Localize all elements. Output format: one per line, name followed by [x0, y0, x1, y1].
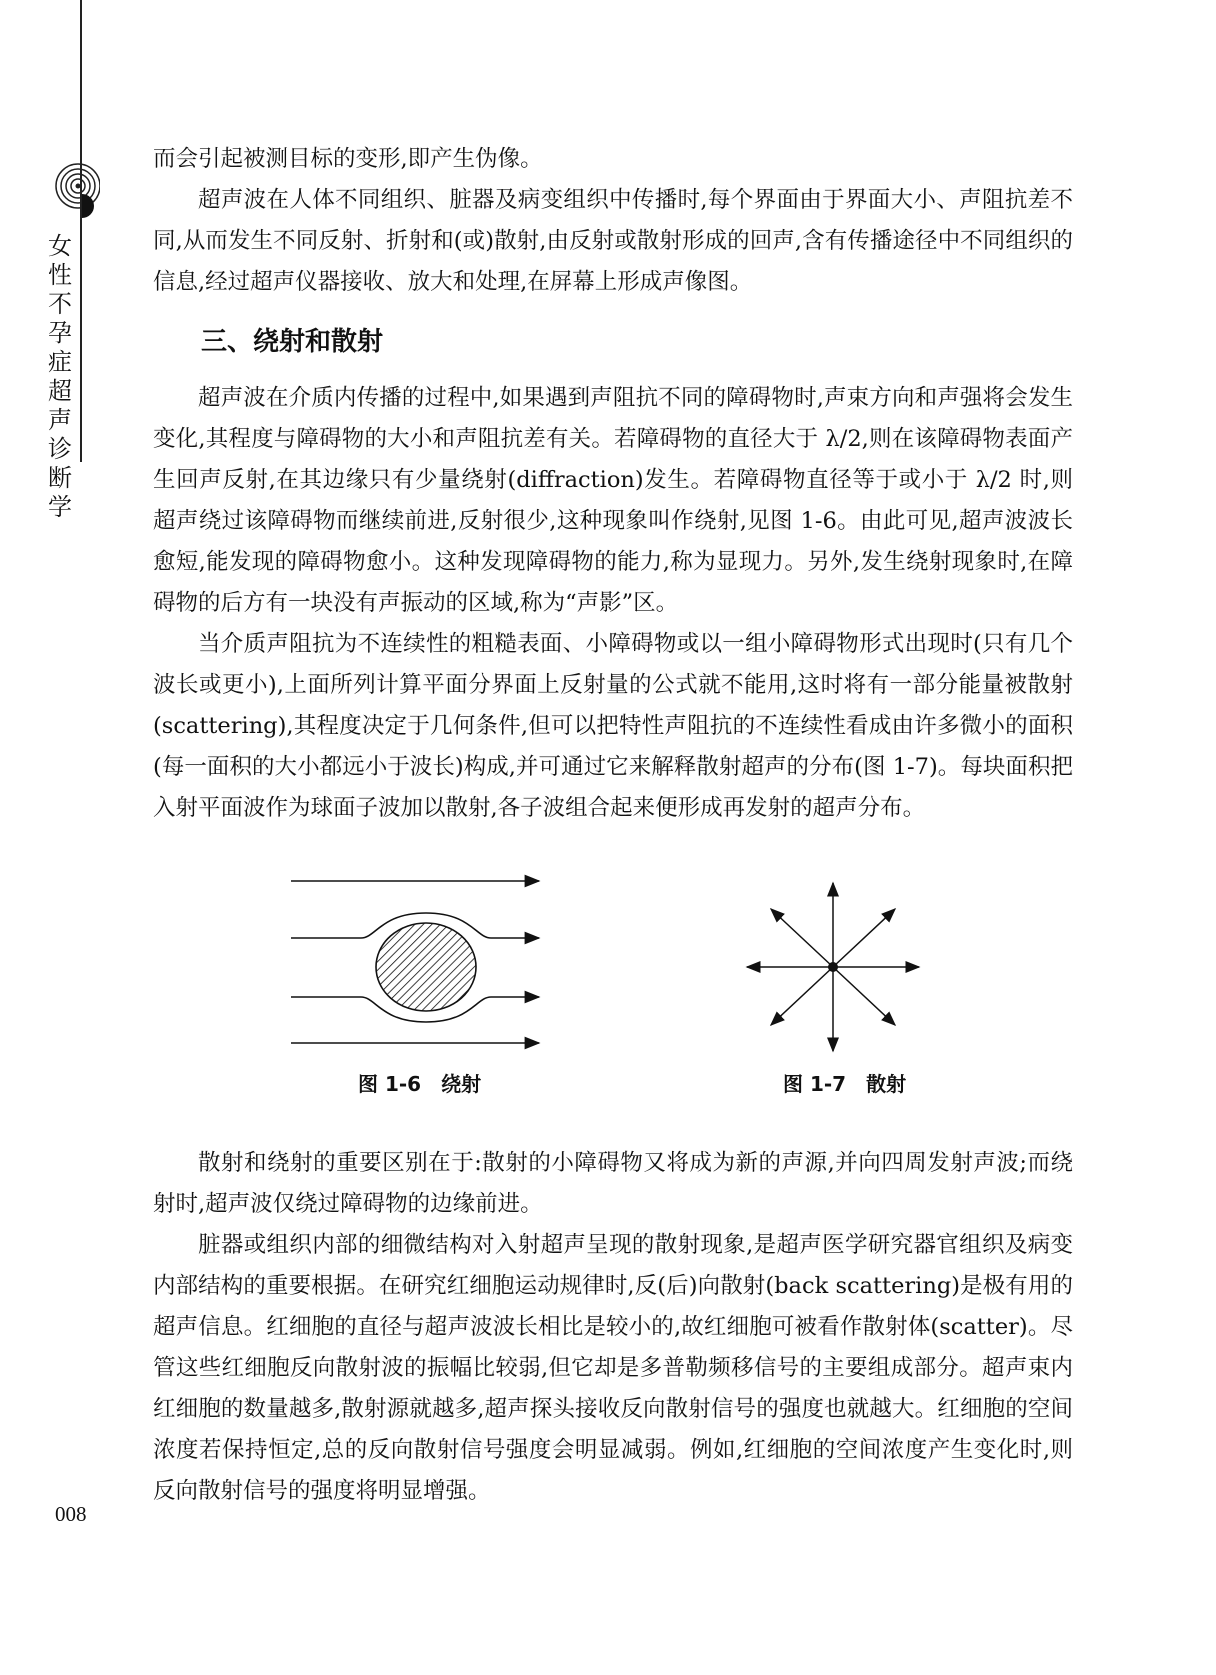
paragraph: 当介质声阻抗为不连续性的粗糙表面、小障碍物或以一组小障碍物形式出现时(只有几个波长或更小),上面所列计算平面分界面上反射量的公式就不能用,这时将有一部分能量被散射(scattering),其程度决定于几何条件,但可以把特性声阻抗的不连续性看成由许多微小的面积(每一面积的大小都远小于波长)构成,并可通过它来解释散射超声的分布(图 1-7)。每块面积把入射平面波作为球面子波加以散射,各子波组合起来便形成再发射的超声分布。 [153, 631, 1073, 821]
figure-row [153, 861, 1073, 1143]
scatter-ray [833, 909, 895, 967]
section-heading: 三、绕射和散射 [201, 327, 384, 357]
paragraph: 散射和绕射的重要区别在于:散射的小障碍物又将成为新的声源,并向四周发射声波;而绕射时,超声波仅绕过障碍物的边缘前进。 [153, 1150, 1073, 1217]
paragraph: 超声波在人体不同组织、脏器及病变组织中传播时,每个界面由于界面大小、声阻抗差不同,从而发生不同反射、折射和(或)散射,由反射或散射形成的回声,含有传播途径中不同组织的信息,经过超声仪器接收、放大和处理,在屏幕上形成声像图。 [153, 187, 1073, 295]
figure-caption-1-6: 图 1-6 绕射 [358, 1072, 482, 1096]
diffraction-diagram [291, 861, 551, 1051]
main-content [153, 139, 1073, 1512]
obstacle-hatched [376, 923, 476, 1011]
scatter-ray [771, 909, 833, 967]
scatter-source-point [828, 962, 838, 972]
figure-caption-1-7: 图 1-7 散射 [783, 1072, 907, 1096]
scatter-ray [771, 967, 833, 1025]
paragraph: 脏器或组织内部的细微结构对入射超声呈现的散射现象,是超声医学研究器官组织及病变内部结构的重要根据。在研究红细胞运动规律时,反(后)向散射(back scattering)是极有用的超声信息。红细胞的直径与超声波波长相比是较小的,故红细胞可被看作散射体(scatter)。尽管这些红细胞反向散射波的振幅比较弱,但它却是多普勒频移信号的主要组成部分。超声束内红细胞的数量越多,散射源就越多,超声探头接收反向散射信号的强度也就越大。红细胞的空间浓度若保持恒定,总的反向散射信号强度会明显减弱。例如,红细胞的空间浓度产生变化时,则反向散射信号的强度将明显增强。 [153, 1232, 1073, 1504]
book-title-vertical: 女性不孕症超声诊断学 [48, 232, 72, 521]
paragraph: 而会引起被测目标的变形,即产生伪像。 [153, 146, 543, 172]
page-number: 008 [55, 1502, 87, 1526]
paragraph: 超声波在介质内传播的过程中,如果遇到声阻抗不同的障碍物时,声束方向和声强将会发生变化,其程度与障碍物的大小和声阻抗差有关。若障碍物的直径大于 λ/2,则在该障碍物表面产生回声反射,在其边缘只有少量绕射(diffraction)发生。若障碍物直径等于或小于 λ/2 时,则超声绕过该障碍物而继续前进,反射很少,这种现象叫作绕射,见图 1-6。由此可见,超声波波长愈短,能发现的障碍物愈小。这种发现障碍物的能力,称为显现力。另外,发生绕射现象时,在障碍物的后方有一块没有声振动的区域,称为“声影”区。 [153, 385, 1073, 616]
concentric-circles-ornament [40, 158, 100, 238]
scattering-diagram [741, 881, 931, 1053]
scatter-ray [833, 967, 895, 1025]
